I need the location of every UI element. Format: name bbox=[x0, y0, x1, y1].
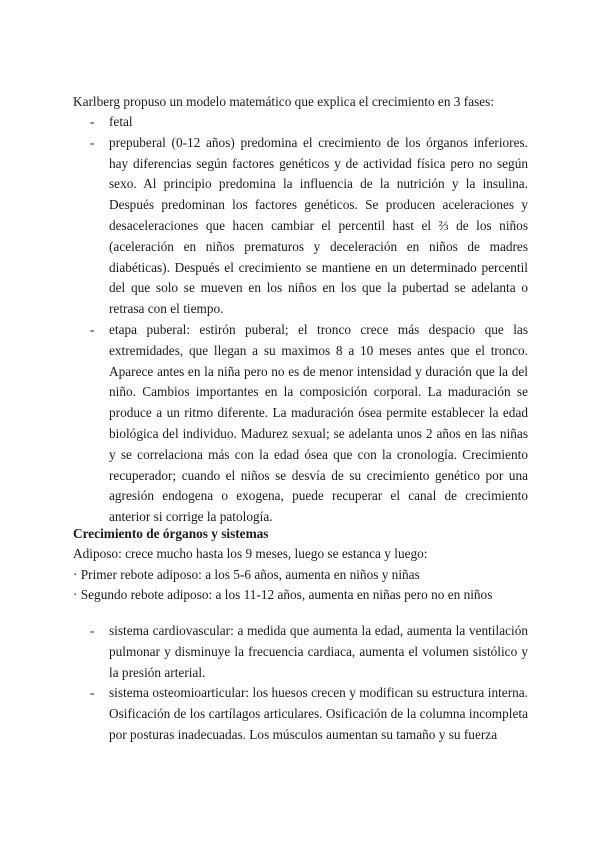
adipose-rebound-2: · Segundo rebote adiposo: a los 11-12 años, aumenta en niñas pero no en niños bbox=[73, 587, 493, 602]
list-item-cardiovascular: - sistema cardiovascular: a medida que aumenta la edad, aumenta la ventilación pulmonar y disminuye la frecuencia cardiaca, aumenta el volumen sistólico y la presión arterial. bbox=[73, 621, 528, 683]
list-item-fetal: - fetal bbox=[73, 112, 528, 133]
list-item-puberal: - etapa puberal: estirón puberal; el tronco crece más despacio que las extremidades, que llegan a su maximos 8 a 10 meses antes que el tronco. Aparece antes en la niña pero no es de menor intensidad y duración que la del niño. Cambios importantes en la composición corporal. La maduración se produce a un ritmo diferente. La maduración ósea permite establecer la edad biológica del individuo. Madurez sexual; se adelanta unos 2 años en las niñas y se correlaciona más con la edad ósea que con la cronología. Crecimiento recuperador; cuando el niños se desvía de su crecimiento genético por una agresión endogena o exogena, puede recuperar el canal de crecimiento anterior si corrige la patología. bbox=[73, 320, 528, 528]
systems-list bbox=[73, 621, 528, 746]
growth-phases-list bbox=[73, 112, 528, 528]
list-item-prepuberal: - prepuberal (0-12 años) predomina el crecimiento de los órganos inferiores. hay diferencias según factores genéticos y de actividad física pero no según sexo. Al principio predomina la influencia de la nutrición y la insulina. Después predominan los factores genéticos. Se producen aceleraciones y desaceleraciones que hacen cambiar el percentil hast el ⅔ de los niños (aceleración en niños prematuros y deceleración en niños de madres diabéticas). Después el crecimiento se mantiene en un determinado percentil del que solo se mueven en los niños en los que la pubertad se adelanta o retrasa con el tiempo. bbox=[73, 133, 528, 320]
adipose-rebound-1: · Primer rebote adiposo: a los 5-6 años, aumenta en niños y niñas bbox=[73, 567, 420, 582]
adipose-intro: Adiposo: crece mucho hasta los 9 meses, luego se estanca y luego: bbox=[73, 546, 428, 561]
list-item-osteomioarticular: - sistema osteomioarticular: los huesos crecen y modifican su estructura interna. Osificación de los cartílagos articulares. Osificación de la columna incompleta por posturas inadecuadas. Los músculos aumentan su tamaño y su fuerza bbox=[73, 683, 528, 745]
intro-paragraph: Karlberg propuso un modelo matemático que explica el crecimiento en 3 fases: bbox=[73, 94, 495, 109]
section-heading: Crecimiento de órganos y sistemas bbox=[73, 526, 269, 541]
